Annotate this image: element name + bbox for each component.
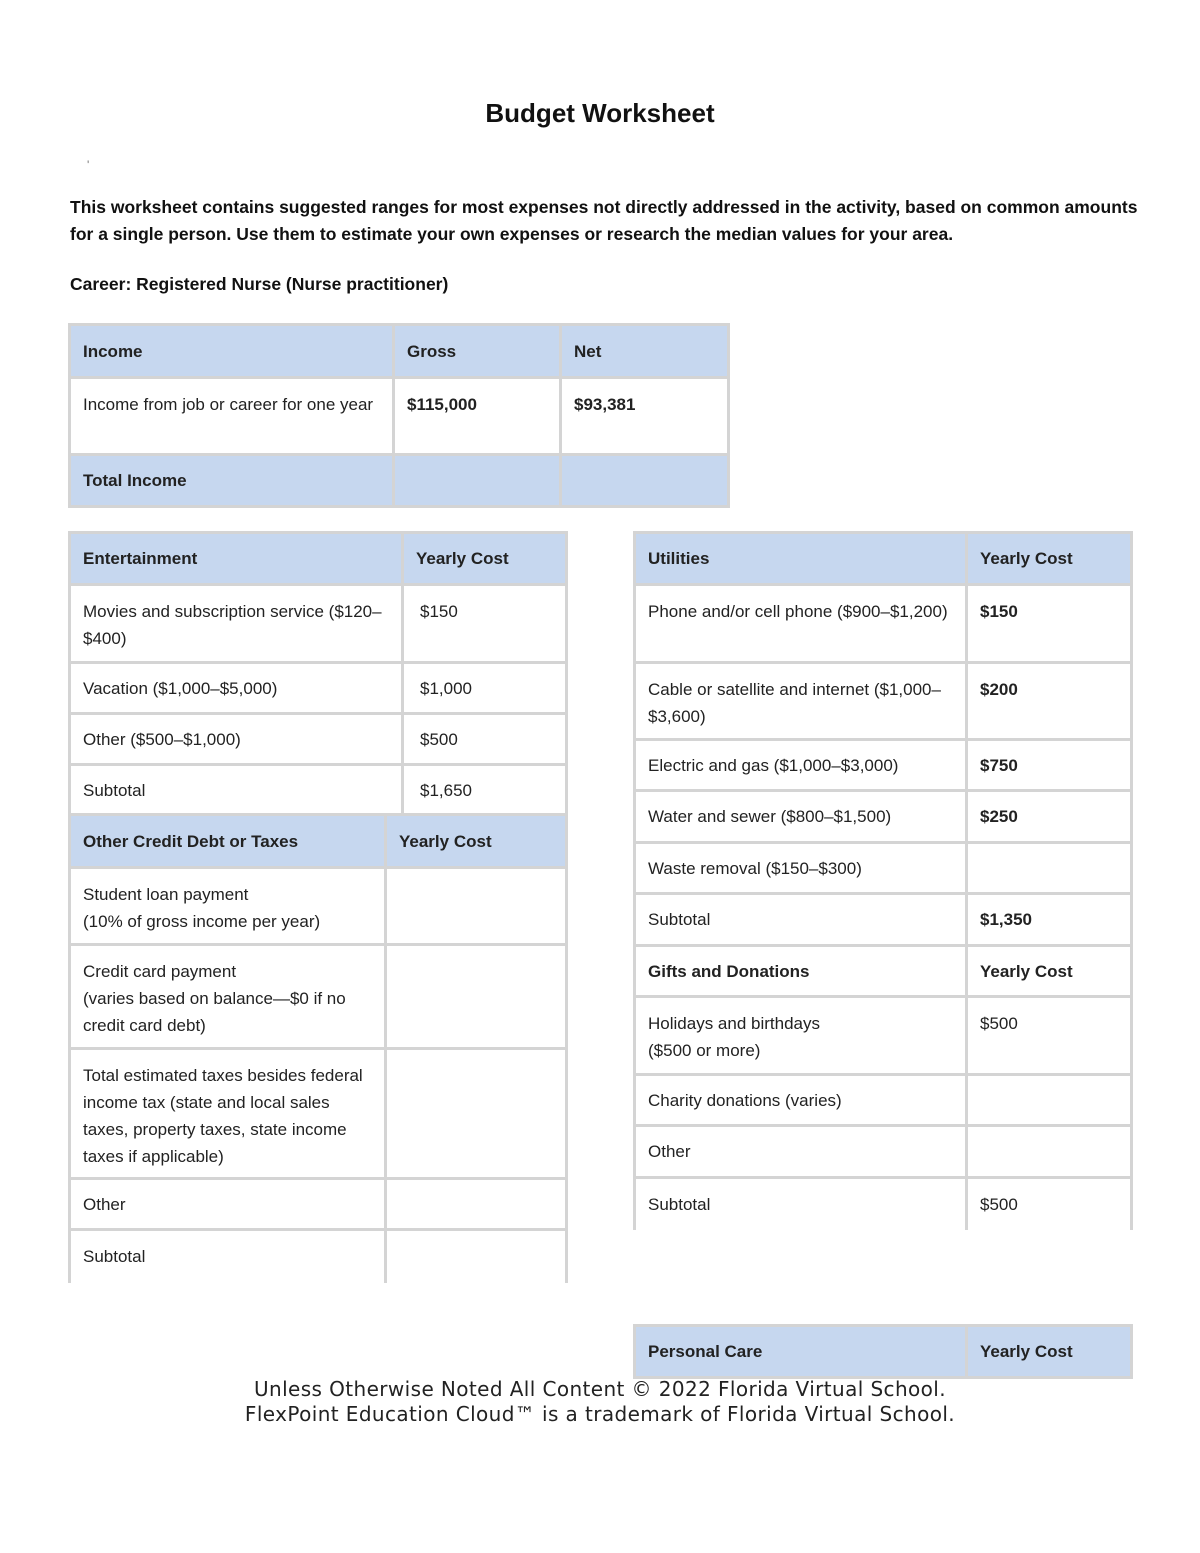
income-table (68, 323, 730, 508)
utilities-row-value[interactable] (967, 843, 1132, 894)
gross-header: Gross (394, 325, 561, 378)
utilities-subtotal-label: Subtotal (635, 894, 967, 946)
gifts-row-label: Other (635, 1126, 967, 1178)
net-value[interactable]: $93,381 (561, 378, 729, 455)
credit-row-label (70, 945, 386, 1049)
gross-value[interactable]: $115,000 (394, 378, 561, 455)
intro-paragraph: This worksheet contains suggested ranges for most expenses not directly addressed in the activity, based on common amounts for a single person. Use them to estimate your own expenses or research the median values for your area. (70, 197, 1138, 244)
net-header: Net (561, 325, 729, 378)
credit-row-value[interactable] (386, 1049, 567, 1179)
footer-copyright: Unless Otherwise Noted All Content © 2022 Florida Virtual School. (253, 1377, 947, 1401)
utilities-row-value[interactable]: $200 (967, 663, 1132, 740)
credit-row-value[interactable] (386, 1179, 567, 1230)
total-income-label: Total Income (70, 455, 394, 507)
credit-row-value[interactable] (386, 945, 567, 1049)
utilities-row-label: Waste removal ($150–$300) (635, 843, 967, 894)
utilities-row-value[interactable]: $250 (967, 791, 1132, 843)
entertainment-row-value[interactable]: $500 (403, 714, 567, 765)
entertainment-row-label: Vacation ($1,000–$5,000) (70, 663, 403, 714)
gifts-row-value[interactable]: $500 (967, 997, 1132, 1075)
credit-header: Other Credit Debt or Taxes (70, 815, 386, 868)
entertainment-subtotal-value[interactable]: $1,650 (403, 765, 567, 817)
utilities-row-value[interactable]: $750 (967, 740, 1132, 791)
total-income-net[interactable] (561, 455, 729, 507)
gifts-subtotal-label: Subtotal (635, 1178, 967, 1230)
entertainment-row-value[interactable]: $150 (403, 585, 567, 663)
entertainment-row-label: Other ($500–$1,000) (70, 714, 403, 765)
credit-row-line1: Total estimated taxes besides federal income tax (state and local sales taxes, property taxes, state income taxes if applicable) (83, 1066, 363, 1166)
income-row-label: Income from job or career for one year (70, 378, 394, 455)
gifts-row-value[interactable] (967, 1126, 1132, 1178)
entertainment-subtotal-label: Subtotal (70, 765, 403, 817)
personal-care-cost-header: Yearly Cost (967, 1326, 1132, 1378)
utilities-subtotal-value[interactable]: $1,350 (967, 894, 1132, 946)
footer-trademark: FlexPoint Education Cloud™ is a trademark of Florida Virtual School. (244, 1402, 956, 1426)
career-line: Career: Registered Nurse (Nurse practitioner) (70, 274, 449, 294)
credit-cost-header: Yearly Cost (386, 815, 567, 868)
gifts-row-value[interactable] (967, 1075, 1132, 1126)
gifts-header: Gifts and Donations (635, 946, 967, 997)
entertainment-cost-header: Yearly Cost (403, 533, 567, 585)
credit-row-value[interactable] (386, 868, 567, 945)
utilities-header: Utilities (635, 533, 967, 585)
gifts-cost-header: Yearly Cost (967, 946, 1132, 997)
gifts-row-label: Charity donations (varies) (635, 1075, 967, 1126)
total-income-gross[interactable] (394, 455, 561, 507)
utilities-row-label: Cable or satellite and internet ($1,000–$3,600) (635, 663, 967, 740)
gifts-row-line2: ($500 or more) (648, 1041, 761, 1060)
footer (0, 1377, 1200, 1427)
entertainment-row-label: Movies and subscription service ($120–$400) (70, 585, 403, 663)
stray-mark: ' (87, 158, 90, 172)
credit-row-line1: Credit card payment (83, 962, 237, 981)
gifts-row-line1: Holidays and birthdays (648, 1014, 820, 1033)
credit-row-line2: (10% of gross income per year) (83, 912, 321, 931)
entertainment-row-value[interactable]: $1,000 (403, 663, 567, 714)
credit-row-label (70, 1049, 386, 1179)
credit-row-line1: Student loan payment (83, 885, 249, 904)
gifts-subtotal-value[interactable]: $500 (967, 1178, 1132, 1230)
entertainment-header: Entertainment (70, 533, 403, 585)
credit-row-line2: (varies based on balance—$0 if no credit card debt) (83, 989, 346, 1035)
credit-subtotal-label: Subtotal (70, 1230, 386, 1283)
utilities-cost-header: Yearly Cost (967, 533, 1132, 585)
personal-care-table (633, 1324, 1133, 1379)
credit-row-label (70, 868, 386, 945)
utilities-row-label: Phone and/or cell phone ($900–$1,200) (635, 585, 967, 663)
gifts-row-label (635, 997, 967, 1075)
entertainment-table (68, 531, 568, 818)
credit-taxes-table (68, 813, 568, 1283)
utilities-row-label: Electric and gas ($1,000–$3,000) (635, 740, 967, 791)
personal-care-header: Personal Care (635, 1326, 967, 1378)
utilities-table (633, 531, 1133, 1230)
utilities-row-label: Water and sewer ($800–$1,500) (635, 791, 967, 843)
utilities-row-value[interactable]: $150 (967, 585, 1132, 663)
credit-row-label: Other (70, 1179, 386, 1230)
credit-subtotal-value[interactable] (386, 1230, 567, 1283)
income-header: Income (70, 325, 394, 378)
page-title: Budget Worksheet (485, 98, 715, 128)
